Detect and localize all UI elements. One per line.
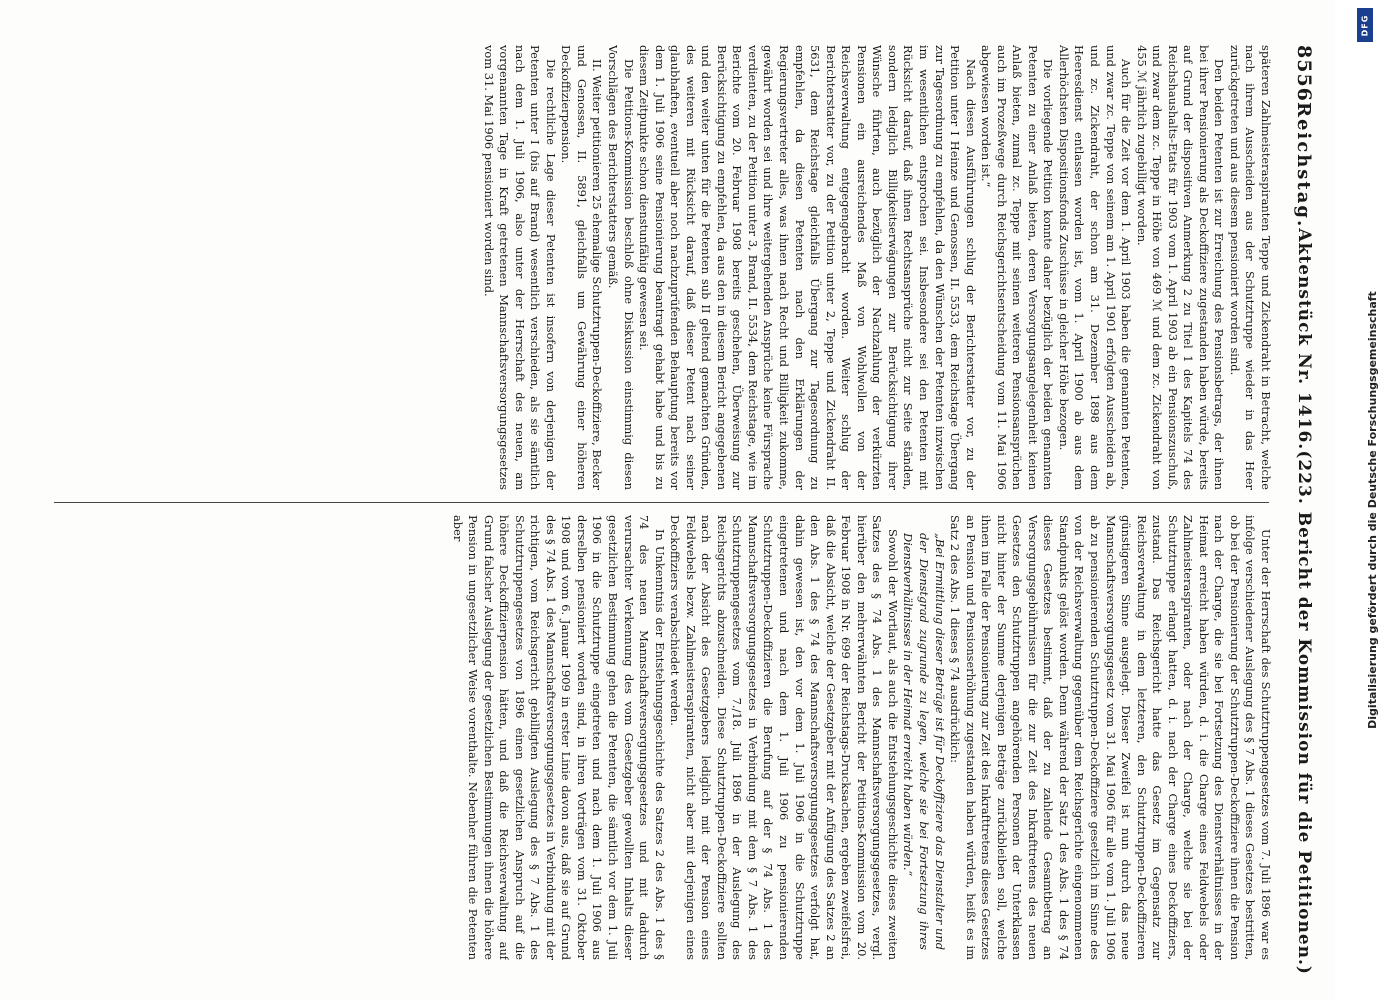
left-text-column xyxy=(48,45,1273,490)
header-document-number: Aktenstück Nr. 1416. xyxy=(1294,228,1314,451)
digitization-credit xyxy=(1352,10,1380,990)
paragraph: Den beiden Petenten ist zur Erreichung des Pensionsbetrags, der ihnen bei ihrer Pensionierung als Deckoffiziere zugestanden haben würde, bereits auf Grund der dispositiven Anmerkung 2 zu Titel 1 des Kapitels 74 des Reichshaushalts-Etats für 1903 vom 1. April 1903 ab ein Pensionszuschuß, und zwar dem zc. Teppe in Höhe von 469 ℳ und dem zc. Zickendraht von 455 ℳ jährlich zugebilligt worden. xyxy=(1134,45,1227,490)
paragraph: Die rechtliche Lage dieser Petenten ist insofern von derjenigen der Petenten unter I (bis auf Brand) wesentlich verschieden, als sie sämtlich nach dem 1. Juli 1906, also unter der Herrschaft des neuen, am vorgenannten Tage in Kraft getretenen Mannschaftsversorgungsgesetzes vom 31. Mai 1906 pensioniert worden sind. xyxy=(481,45,558,490)
right-text-column xyxy=(48,515,1273,960)
paragraph: Sowohl der Wortlaut, als auch die Entstehungsgeschichte dieses zweiten Satzes des § 74 Abs. 1 des Mannschaftsversorgungsgesetzes, vergl. hierüber den mehrerwähnten Bericht der Petitions-Kommission vom 20. Februar 1908 in Nr. 699 der Reichstags-Drucksachen, ergeben zweifelsfrei, daß die Absicht, welche der Gesetzgeber mit der Anfügung des Satzes 2 an den Abs. 1 des § 74 des Mannschaftsversorgungsgesetzes verfolgt hat, dahin gewesen ist, den vor dem 1. Juli 1906 in die Schutztruppe eingetretenen und nach dem 1. Juli 1906 zu pensionierenden Schutztruppen-Deckoffizieren die Berufung auf der § 74 Abs. 1 des Mannschaftsversorgungsgesetzes in Verbindung mit dem § 7 Abs. 1 des Schutztruppengesetzes vom 7./18. Juli 1896 in der Auslegung des Reichsgerichts abzuschneiden. Diese Schutztruppen-Deckoffiziere sollten nach der Absicht des Gesetzgebers lediglich mit der Pension eines Feldwebels bezw. Zahlmeisteraspiranten, nicht aber mit derjenigen eines Deckoffiziers verabschiedet werden. xyxy=(668,515,900,960)
credit-text: Digitalisierung gefördert durch die Deutsche Forschungsgemeinschaft xyxy=(1366,291,1379,729)
paragraph: II. Weiter petitionieren 25 ehemalige Schutztruppen-Deckoffiziere, Becker und Genossen, II. 5891, gleichfalls um Gewährung einer höheren Deckoffizierpension. xyxy=(559,45,605,490)
header-report-title: (223. Bericht der Kommission für die Petitionen.) xyxy=(1294,450,1314,975)
page-header xyxy=(1283,45,1325,975)
paragraph: späteren Zahlmeisteraspiranten Teppe und Zickendraht in Betracht, welche nach ihrem Ausscheiden aus der Schutztruppe wieder in das Heer zurückgetreten und aus diesem pensioniert worden sind. xyxy=(1227,45,1273,490)
dfg-logo-icon: DFG xyxy=(1357,8,1373,42)
paragraph: Die vorliegende Petition konnte daher bezüglich der beiden genannten Petenten zu einer Anlaß bieten, deren Versorgungsangelegenheit keinen Anlaß bieten, zumal zc. Teppe mit seinen weiteren Pensionsansprüchen auch im Prozeßwege durch Reichsgerichtsentscheidung vom 11. Mai 1906 abgewiesen worden ist.“ xyxy=(979,45,1056,490)
paragraph: Auch für die Zeit vor dem 1. April 1903 haben die genannten Petenten, und zwar zc. Teppe von seinem am 1. April 1901 erfolgten Ausscheiden ab, und zc. Zickendraht, der schon am 31. Dezember 1898 aus dem Heeresdienst entlassen worden ist, vom 1. April 1900 ab aus dem Allerhöchsten Dispositionsfonds Zuschüsse in gleicher Höhe bezogen. xyxy=(1056,45,1134,490)
paragraph: In Unkenntnis der Entstehungsgeschichte des Satzes 2 des Abs. 1 des § 74 des neuen Mannschaftsversorgungsgesetzes und mit dadurch verursachter Verkennung des vom Gesetzgeber gewollten Inhalts dieser gesetzlichen Bestimmung gehen die Petenten, die sämtlich vor dem 1. Juli 1906 in die Schutztruppe eingetreten und nach dem 1. Juli 1906 aus derselben pensioniert worden sind, in ihren Vorträgen vom 31. Oktober 1908 und vom 6. Januar 1909 in erster Linie davon aus, daß sie auf Grund des § 74 Abs. 1 des Mannschaftsversorgungsgesetzes in Verbindung mit der richtigen, vom Reichsgericht gebilligten Auslegung des § 7 Abs. 1 des Schutztruppengesetzes von 1896 einen gesetzlichen Anspruch auf die höhere Deckoffizierpension hätten, und daß die Reichsverwaltung auf Grund falscher Auslegung der gesetzlichen Bestimmungen ihnen die höhere Pension in ungesetzlicher Weise vorenthalte. Nebenher führen die Petenten aber xyxy=(450,515,667,960)
paragraph: Nach diesen Ausführungen schlug der Berichterstatter vor, zu der Petition unter I Heinze und Genossen, II. 5533, dem Reichstage Übergang zur Tagesordnung zu empfehlen, da den Wünschen der Petenten inzwischen im wesentlichen entsprochen sei. Insbesondere sei den Petenten mit Rücksicht darauf, daß ihnen Rechtsansprüche nicht zur Seite ständen, sondern lediglich Billigkeitserwägungen zur Berücksichtigung ihrer Wünsche führten, auch bezüglich der Nachzahlung der verkürzten Pensionen ein ausreichendes Maß von Wohlwollen von der Reichsverwaltung entgegengebracht worden. Weiter schlug der Berichterstatter vor, zu der Petition unter 2, Teppe und Zickendraht II. 5631, dem Reichstage gleichfalls Übergang zur Tagesordnung zu empfehlen, da diesen Petenten nach den Erklärungen der Regierungsvertreter alles, was ihnen nach Recht und Billigkeit zukomme, gewährt worden sei und ihre weitergehenden Ansprüche keine Fürsprache verdienten, zu der Petition unter 3, Brand, II. 5534, dem Reichstage, wie im Berichte vom 20. Februar 1908 bereits geschehen, Überweisung zur Berücksichtigung zu empfehlen, da aus den in diesem Bericht angegebenen und den weiter unten für die Petenten sub II geltend gemachten Gründen, des weiteren mit Rücksicht darauf, daß dieser Petent nach seiner glaubhaften, eventuell aber noch nachzuprüfenden Behauptung bereits vor dem 1. Juli 1906 seine Pensionierung beantragt gehabt habe und bis zu diesem Zeitpunkte schon dienstunfähig gewesen sei. xyxy=(637,45,978,490)
paragraph: Unter der Herrschaft des Schutztruppengesetzes vom 7. Juli 1896 war es infolge verschiedener Auslegung des § 7 Abs. 1 dieses Gesetzes bestritten, ob bei der Pensionierung der Schutztruppen-Deckoffiziere ihnen die Pension nach der Charge, die sie bei Fortsetzung des Dienstverhältnisses in der Heimat erreicht haben würden, d. i. die Charge eines Feldwebels oder Zahlmeisteraspiranten, oder nach der Charge, welche sie bei der Schutztruppe erlangt hatten, d. i. nach der Charge eines Deckoffiziers, zustand. Das Reichsgericht hatte das Gesetz im Gegensatz zur Reichsverwaltung in dem letzteren, den Schutztruppen-Deckoffizieren günstigeren Sinne ausgelegt. Dieser Zweifel ist nun durch das neue Mannschaftsversorgungsgesetz vom 31. Mai 1906 für alle vom 1. Juli 1906 ab zu pensionierenden Schutztruppen-Deckoffiziere gesetzlich im Sinne des von der Reichsverwaltung gegenüber dem Reichsgerichte eingenommenen Standpunkts gelöst worden. Denn während der Satz 1 des Abs. 1 des § 74 dieses Gesetzes bestimmt, daß der zu zahlende Gesamtbetrag an Versorgungsgebührnissen für die zur Zeit des Inkrafttretens des neuen Gesetzes den Schutztruppen angehörenden Personen der Unterklassen nicht hinter der Summe derjenigen Beträge zurückbleiben soll, welche ihnen im Falle der Pensionierung zur Zeit des Inkrafttretens dieses Gesetzes an Pension und Pensionserhöhung zugestanden haben würden, heißt es im Satz 2 des Abs. 1 dieses § 74 ausdrücklich: xyxy=(948,515,1273,960)
header-section-title: Reichstag. xyxy=(1293,102,1315,229)
column-divider xyxy=(54,502,1269,503)
paragraph: Die Petitions-Kommission beschloß ohne Diskussion einstimmig diesen Vorschlägen des Berichterstatters gemäß. xyxy=(606,45,636,490)
quoted-paragraph: „Bei Ermittlung dieser Beträge ist für Deckoffiziere das Dienstalter und der Dienstgrad zugrunde zu legen, welche sie bei Fortsetzung ihres Dienstverhältnisses in der Heimat erreicht haben würden.“ xyxy=(901,533,947,950)
page-number: 8556 xyxy=(1293,45,1315,102)
